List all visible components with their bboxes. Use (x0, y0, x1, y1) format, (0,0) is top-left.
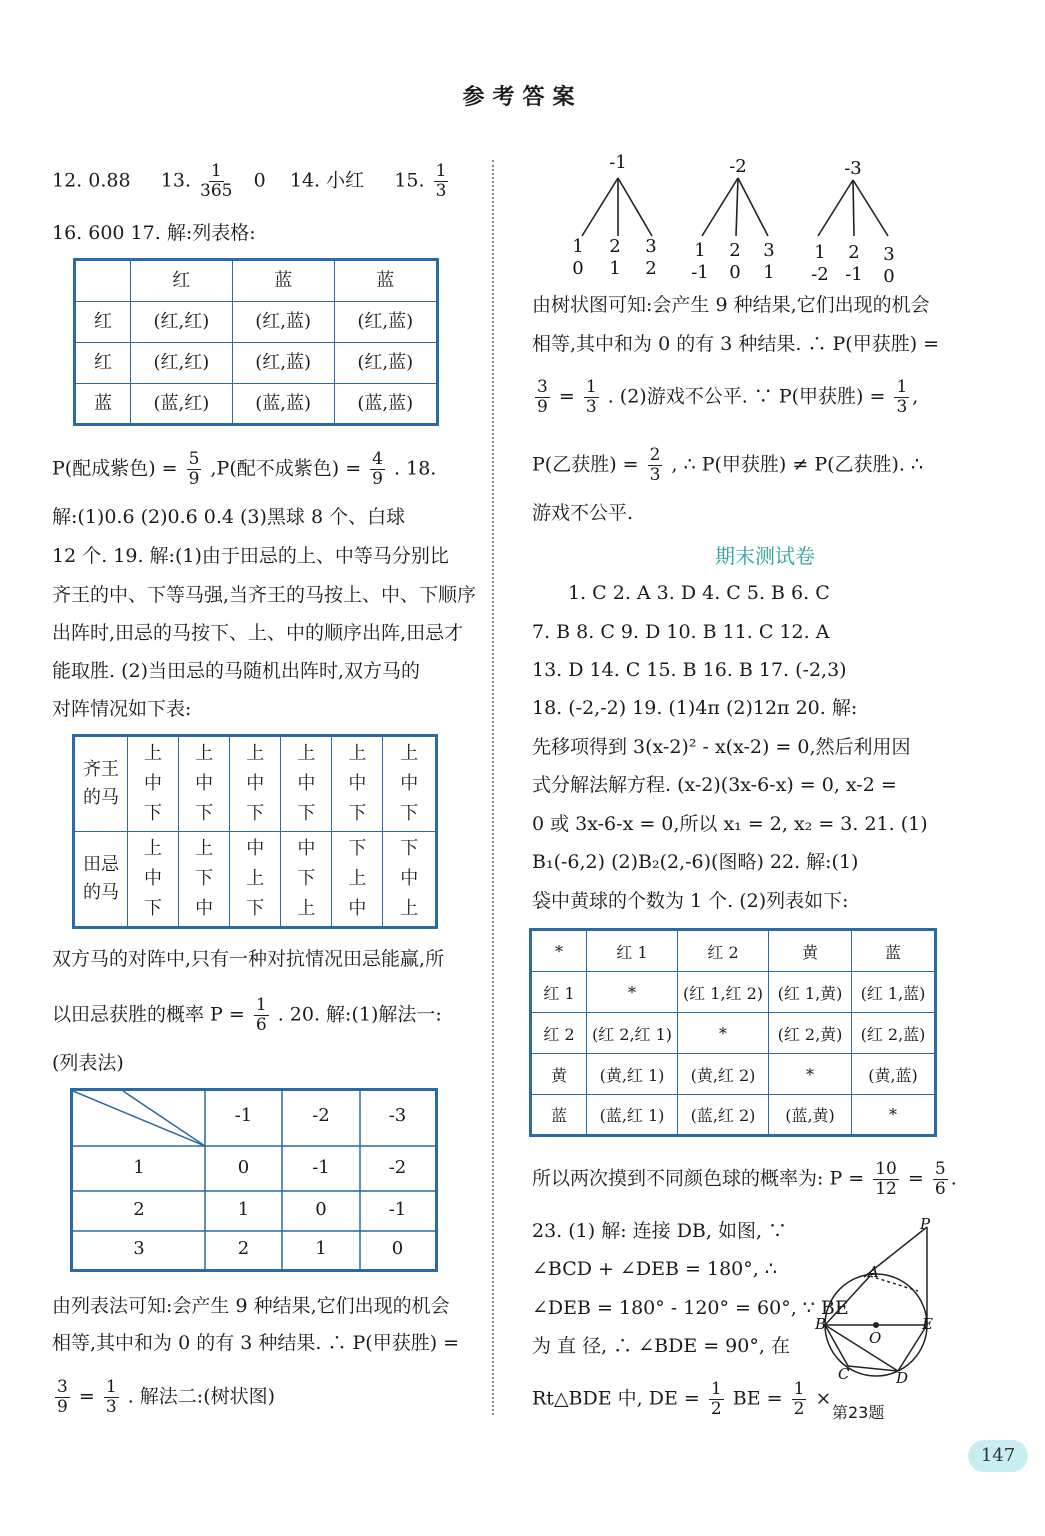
left-line-8: 能取胜. (2)当田忌的马随机出阵时,双方马的 (52, 660, 421, 682)
sum-cell: 1 (237, 1199, 250, 1220)
right-line-10: 先移项得到 3(x-2)² - x(x-2) = 0,然后利用因 (532, 736, 911, 758)
right-line-6: 1. C 2. A 3. D 4. C 5. B 6. C (568, 582, 830, 604)
sum-cell: 0 (315, 1199, 327, 1220)
right-line-20: Rt△BDE 中, DE = $\frac{1}{2}$ BE = $\frac{1}{2}$ × (532, 1379, 832, 1419)
tree-sum: 1 (609, 258, 621, 279)
geometry-figure (812, 1215, 942, 1385)
right-line-16: 23. (1) 解: 连接 DB, 如图, ∵ (532, 1220, 788, 1242)
left-line-5: 12 个. 19. 解:(1)由于田忌的上、中等马分别比 (52, 545, 449, 567)
tree-diagram (560, 148, 920, 288)
section-title: 期末测试卷 (715, 544, 815, 568)
tree-sum: 0 (883, 266, 895, 287)
sum-cell: 0 (237, 1157, 250, 1178)
right-line-18: ∠DEB = 180° - 120° = 60°, ∵ BE (532, 1297, 849, 1319)
ball-table: * 红 1 红 2 黄 蓝 红 1 * (红 1,红 2) (红 1,黄) (红 1,蓝) 红 2 (红 2,红 1) * (红 2,黄) (红 2,蓝) 黄 (黄,红 1) (黄,红 2) * (黄,蓝) 蓝 (蓝,红 1) (蓝,红 2) (蓝,黄) * (529, 928, 937, 1137)
right-line-14: 袋中黄球的个数为 1 个. (2)列表如下: (532, 890, 849, 912)
tree-sum: -1 (691, 262, 709, 283)
right-line-17: ∠BCD + ∠DEB = 180°, ∴ (532, 1258, 777, 1280)
left-line-11: 以田忌获胜的概率 P = $\frac{1}{6}$ . 20. 解:(1)解法一: (52, 995, 442, 1035)
sum-cell: -1 (388, 1199, 407, 1220)
left-line-2: 16. 600 17. 解:列表格: (52, 222, 256, 244)
label-E: E (922, 1315, 933, 1333)
right-line-9: 18. (-2,-2) 19. (1)4π (2)12π 20. 解: (532, 697, 858, 719)
right-line-4: P(乙获胜) = $\frac{2}{3}$ , ∴ P(甲获胜) ≠ P(乙获胜). ∴ (532, 445, 924, 485)
tree-leaf: 2 (609, 236, 621, 257)
left-line-12: (列表法) (52, 1052, 124, 1074)
page-title: 参考答案 (462, 84, 583, 110)
sum-head-2: -2 (312, 1105, 330, 1126)
label-O: O (869, 1329, 882, 1347)
right-line-3: $\frac{3}{9}$ = $\frac{1}{3}$ . (2)游戏不公平. ∵ P(甲获胜) = $\frac{1}{3}$ , (537, 377, 919, 417)
label-C: C (838, 1365, 850, 1383)
right-line-5: 游戏不公平. (532, 502, 634, 524)
sum-cell: -2 (388, 1157, 407, 1178)
sum-cell: -1 (312, 1157, 330, 1178)
page-number: 147 (968, 1440, 1028, 1472)
sum-cell: 2 (237, 1238, 250, 1259)
label-A: A (868, 1263, 879, 1281)
color-table: 红 蓝 蓝 红 (红,红) (红,蓝) (红,蓝) 红 (红,红) (红,蓝) (红,蓝) 蓝 (蓝,红) (蓝,蓝) (蓝,蓝) (73, 258, 439, 426)
right-line-11: 式分解法解方程. (x-2)(3x-6-x) = 0, x-2 = (532, 774, 897, 796)
tree-root-1: -1 (609, 152, 627, 173)
sum-row-3-label: 3 (133, 1238, 145, 1259)
left-line-10: 双方马的对阵中,只有一种对抗情况田忌能赢,所 (52, 948, 445, 970)
tree-leaf: 2 (729, 240, 741, 261)
left-line-4: 解:(1)0.6 (2)0.6 0.4 (3)黑球 8 个、白球 (52, 506, 406, 528)
label-D: D (896, 1369, 909, 1385)
tree-leaf: 1 (572, 236, 584, 257)
right-line-12: 0 或 3x-6-x = 0,所以 x₁ = 2, x₂ = 3. 21. (1) (532, 813, 928, 835)
right-line-8: 13. D 14. C 15. B 16. B 17. (-2,3) (532, 659, 847, 681)
tree-sum: 1 (763, 262, 775, 283)
right-line-7: 7. B 8. C 9. D 10. B 11. C 12. A (532, 621, 830, 643)
horse-table: 齐王 的马 上 中 下 上 中 下 上 中 下 上 中 下 上 中 下 上 中 下 田忌 的马 上 中 下 上 下 中 中 上 下 中 下 上 下 上 中 下 中 上 (72, 734, 438, 929)
tree-leaf: 1 (814, 242, 826, 263)
left-line-7: 出阵时,田忌的马按下、上、中的顺序出阵,田忌才 (52, 622, 464, 644)
label-P: P (920, 1215, 931, 1233)
sum-cell: 1 (315, 1238, 327, 1259)
left-line-15: $\frac{3}{9}$ = $\frac{1}{3}$ . 解法二:(树状图) (57, 1377, 276, 1417)
tree-sum: 0 (729, 262, 741, 283)
sum-head-1: -1 (234, 1105, 253, 1126)
right-line-1: 由树状图可知:会产生 9 种结果,它们出现的机会 (532, 294, 930, 316)
left-line-1: 12. 0.88 13. $\frac{1}{365}$ 0 14. 小红 15. $\frac{1}{3}$ (52, 161, 447, 201)
tree-sum: -1 (845, 264, 863, 285)
tree-sum: -2 (811, 264, 829, 285)
tree-sum: 2 (645, 258, 657, 279)
tree-leaf: 1 (694, 240, 706, 261)
left-line-3: P(配成紫色) = $\frac{5}{9}$ ,P(配不成紫色) = $\frac{4}{9}$ . 18. (52, 449, 437, 489)
sum-table (70, 1088, 438, 1272)
right-line-15: 所以两次摸到不同颜色球的概率为: P = $\frac{10}{12}$ = $\frac{5}{6}$ . (532, 1159, 957, 1199)
tree-root-3: -3 (844, 158, 862, 179)
tree-leaf: 3 (883, 244, 895, 265)
tree-sum: 0 (572, 258, 584, 279)
left-line-14: 相等,其中和为 0 的有 3 种结果. ∴ P(甲获胜) = (52, 1332, 460, 1354)
right-line-2: 相等,其中和为 0 的有 3 种结果. ∴ P(甲获胜) = (532, 333, 940, 355)
left-line-9: 对阵情况如下表: (52, 698, 192, 720)
right-line-19: 为 直 径, ∴ ∠BDE = 90°, 在 (532, 1335, 790, 1357)
tree-leaf: 2 (848, 242, 860, 263)
sum-row-2-label: 2 (133, 1199, 145, 1220)
tree-root-2: -2 (729, 156, 747, 177)
figure-caption: 第23题 (832, 1403, 885, 1422)
left-line-13: 由列表法可知:会产生 9 种结果,它们出现的机会 (52, 1295, 450, 1317)
left-line-6: 齐王的中、下等马强,当齐王的马按上、中、下顺序 (52, 584, 477, 606)
sum-cell: 0 (391, 1238, 404, 1259)
column-divider (492, 160, 494, 1415)
label-B: B (815, 1315, 827, 1333)
right-line-13: B₁(-6,2) (2)B₂(2,-6)(图略) 22. 解:(1) (532, 851, 859, 873)
tree-leaf: 3 (645, 236, 657, 257)
sum-row-1-label: 1 (133, 1157, 145, 1178)
sum-head-3: -3 (388, 1105, 407, 1126)
tree-leaf: 3 (763, 240, 775, 261)
